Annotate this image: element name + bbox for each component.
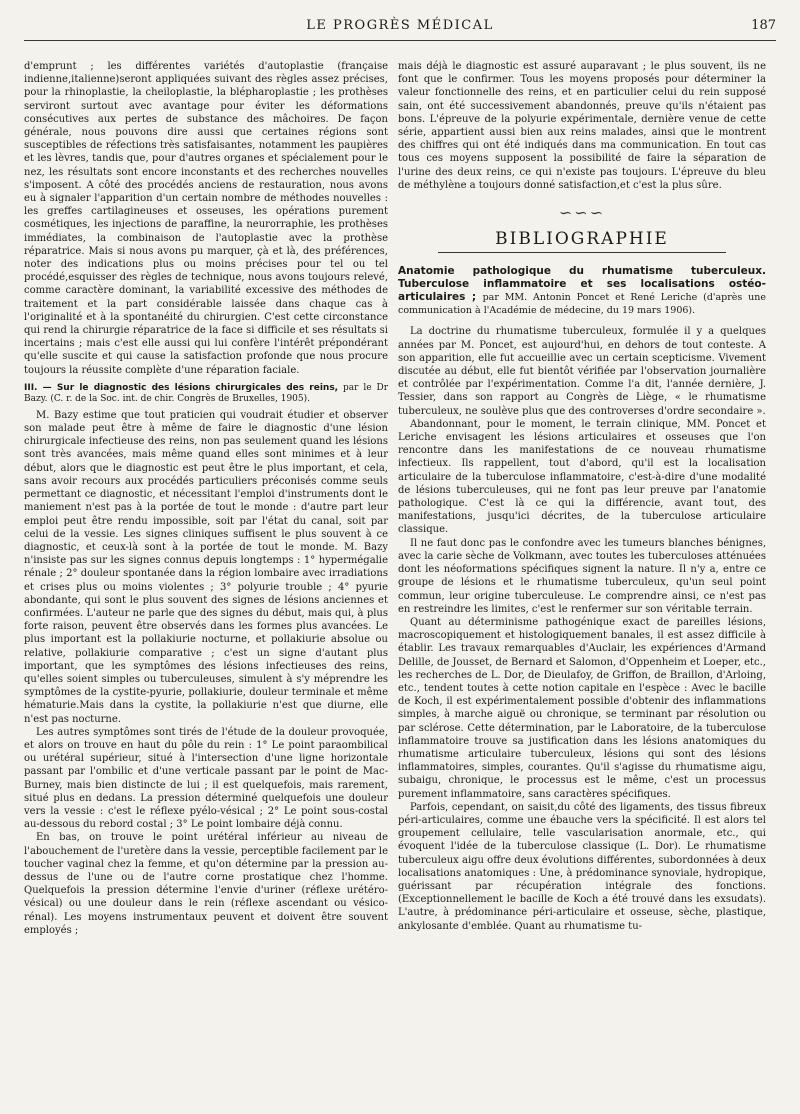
section-heading <box>24 383 388 405</box>
section-heading-title: III. — Sur le diagnostic des lésions chirurgicales des reins, <box>24 382 339 393</box>
paragraph: Il ne faut donc pas le confondre avec les tumeurs blanches bénignes, avec la carie sèche de Volkmann, avec toutes les tuberculoses atténuées dont les néoformations spécifiques signent la nature. Il n'y a, entre ce groupe de lésions et le rhumatisme tuberculeux, qu'un seul point commun, leur origine tuberculeuse. Le comprendre ainsi, ce n'est pas en restreindre les limites, c'est le renfermer sur son véritable terrain. <box>398 537 766 615</box>
article-title <box>398 265 766 317</box>
paragraph: d'emprunt ; les différentes variétés d'autoplastie (française indienne,italienne)seront appliquées suivant des règles assez précises, pour la rhinoplastie, la cheiloplastie, la blépharoplastie ; les prothèses serviront surtout avec avantage pour éviter les déformations consécutives aux pertes de substance des mâchoires. De façon générale, nous pouvons dire aussi que certaines régions sont susceptibles de réfections très satisfaisantes, notamment les paupières et les lèvres, tandis que, pour d'autres organes et spécialement pour le nez, les résultats sont encore inconstants et des recherches nouvelles s'imposent. A côté des procédés anciens de restauration, nous avons eu à signaler l'apparition d'un certain nombre de méthodes nouvelles : les greffes cartilagineuses et osseuses, les opérations purement cosmétiques, les injections de paraffine, la neurorraphie, les prothèses immédiates, la combinaison de l'autoplastie avec la prothèse réparatrice. Mais si nous avons pu marquer, çà et là, des préférences, noter des indications plus ou moins précises pour tel ou tel procédé,esquisser des règles de technique, nous avons toujours relevé, comme caractère dominant, la variabilité excessive des méthodes de traitement et la part considérable laissée dans chaque cas à l'originalité et à la spontanéité du chirurgien. C'est cette circonstance qui rend la chirurgie réparatrice de la face si difficile et ses résultats si incertains ; mais c'est elle aussi qui lui confère l'intérêt prépondérant qu'elle suscite et qui cause la satisfaction profonde que nous procure toujours la réussite complète d'une réparation faciale. <box>24 61 388 376</box>
paragraph: Abandonnant, pour le moment, le terrain clinique, MM. Poncet et Leriche envisagent les lésions articulaires et osseuses que l'on rencontre dans les manifestations de ce nouveau rhumatisme infectieux. Ils rappellent, tout d'abord, qu'il est la localisation articulaire de la tuberculose inflammatoire, c'est-à-dire d'une modalité de lésions tuberculeuses, qui ne font pas leur preuve par l'anatomie pathologique. C'est là ce qui la différencie, avant tout, des manifestations, jusqu'ici décrites, de la tuberculose articulaire classique. <box>398 418 766 536</box>
right-column <box>398 60 766 933</box>
page-header <box>24 18 776 44</box>
paragraph: Quant au déterminisme pathogénique exact de pareilles lésions, macroscopiquement et histologiquement banales, il est assez difficile à établir. Les travaux remarquables d'Auclair, les expériences d'Armand Delille, de Jousset, de Bernard et Salomon, d'Oppenheim et Loeper, etc., les recherches de L. Dor, de Dieulafoy, de Griffon, de Braillon, d'Arloing, etc., tendent toutes à cette notion capitale en l'espèce : Avec le bacille de Koch, il est expérimentalement possible d'obtenir des inflammations simples, à marche aiguë ou chronique, se terminant par résolution ou par sclérose. Cette détermination, par le Laboratoire, de la tuberculose inflammatoire trouve sa justification dans les lésions anatomiques du rhumatisme articulaire tuberculeux, lésions qui sont des lésions inflammatoires, simples, courantes. Qu'il s'agisse du rhumatisme aigu, subaigu, chronique, le processus est le même, c'est un processus purement inflammatoire, sans caractères spécifiques. <box>398 616 766 800</box>
section-ornament: ∽∽∽ <box>558 203 606 223</box>
paragraph: La doctrine du rhumatisme tuberculeux, formulée il y a quelques années par M. Poncet, est aujourd'hui, en dehors de tout conteste. A son apparition, elle fut accueillie avec un certain scepticisme. Vivement discutée au début, elle fut bientôt vérifiée par l'observation journalière et contrôlée par l'expérimentation. Comme l'a dit, l'année dernière, J. Tessier, dans son rapport au Congrès de Liège, « le rhumatisme tuberculeux, ne soulève plus que des controverses d'ordre secondaire ». <box>398 326 766 417</box>
bibliography-rule <box>438 252 726 253</box>
article-authors: par MM. Antonin Poncet et René Leriche (d'après une communication à l'Académie de médecine, du 19 mars 1906). <box>398 292 766 317</box>
left-column <box>24 60 388 937</box>
paragraph: M. Bazy estime que tout praticien qui voudrait étudier et observer son malade peut être à même de faire le diagnostic d'une lésion chirurgicale infectieuse des reins, non pas seulement quand les lésions sont très avancées, mais même quand elles sont minimes et à leur début, alors que le diagnostic est peut être le plus important, et cela, sans avoir recours aux procédés particuliers préconisés comme seuls permettant ce diagnostic, et nécessitant l'emploi d'instruments dont le maniement n'est pas à la portée de tout le monde : d'autre part leur emploi peut être rendu impossible, soit par l'état du canal, soit par celui de la vessie. Les signes cliniques suffisent le plus souvent à ce diagnostic, et ceux-là sont à la portée de tout le monde. M. Bazy n'insiste pas sur les signes connus depuis longtemps : 1° hypermégalie rénale ; 2° douleur spontanée dans la région lombaire avec irradiations et crises plus ou moins violentes ; 3° polyurie trouble ; 4° pyurie abondante, qui sont le plus souvent des signes de lésions anciennes et confirmées. L'auteur ne parle que des signes du début, mais qui, à plus forte raison, peuvent être observés dans les formes plus avancées. Le plus important est la pollakiurie nocturne, et pollakiurie absolue ou relative, pollakiurie comparative ; c'est un signe d'autant plus important, que les symptômes des lésions infectieuses des reins, qu'elles soient simples ou tuberculeuses, simulent à s'y méprendre les symptômes de la cystite-pyurie, pollakiurie, douleur terminale et même hématurie.Mais dans la cystite, la pollakiurie n'est que diurne, elle n'est pas nocturne. <box>24 409 388 725</box>
article-title-text: Anatomie pathologique du rhumatisme tuberculeux. Tuberculose inflammatoire et ses localisations ostéo-articulaires ; <box>398 265 766 304</box>
header-rule <box>24 40 776 41</box>
paragraph: Les autres symptômes sont tirés de l'étude de la douleur provoquée, et alors on trouve en haut du pôle du rein : 1° Le point paraombilical ou urétéral supérieur, situé à l'intersection d'une ligne horizontale passant par l'ombilic et d'une verticale passant par le point de Mac-Burney, mais bien distincte de lui ; il est quelquefois, mais rarement, situé plus en dedans. La pression déterminé quelquefois une douleur vers la vessie : c'est le réflexe pyélo-vésical ; 2° Le point sous-costal au-dessous du rebord costal ; 3° Le point lombaire déjà connu. <box>24 726 388 831</box>
paragraph: mais déjà le diagnostic est assuré auparavant ; le plus souvent, ils ne font que le confirmer. Tous les moyens proposés pour déterminer la valeur fonctionnelle des reins, et en particulier celui du rein supposé sain, ont été successivement abandonnés, preuve qu'ils n'étaient pas bons. L'épreuve de la polyurie expérimentale, dernière venue de cette série, appartient aussi bien aux reins malades, ainsi que le montrent des chiffres qui ont été indiqués dans ma communication. En tout cas tous ces moyens supposent la possibilité de faire la séparation de l'urine des deux reins, ce qui n'existe pas toujours. L'épreuve du bleu de méthylène a toujours donné satisfaction,et c'est la plus sûre. <box>398 61 766 191</box>
page-number: 187 <box>751 18 776 33</box>
paragraph: Parfois, cependant, on saisit,du côté des ligaments, des tissus fibreux péri-articulaires, comme une ébauche vers la spécificité. Il est alors tel groupement cellulaire, telle vascularisation anormale, etc., qui évoquent l'idée de la tuberculose classique (L. Dor). Le rhumatisme tuberculeux aigu offre deux évolutions différentes, subordonnées à deux localisations anatomiques : Une, à prédominance synoviale, hydropique, guérissant par récupération intégrale des fonctions.(Exceptionnellement le bacille de Koch a été trouvé dans les exsudats). L'autre, à prédominance péri-articulaire et osseuse, sèche, plastique, ankylosante d'emblée. Quant au rhumatisme tu- <box>398 801 766 932</box>
bibliography-heading: BIBLIOGRAPHIE <box>495 229 669 250</box>
paragraph: En bas, on trouve le point urétéral inférieur au niveau de l'abouchement de l'uretère dans la vessie, perceptible facilement par le toucher vaginal chez la femme, et qu'on détermine par la pression au-dessus de l'une ou de l'autre corne prostatique chez l'homme. Quelquefois la pression détermine l'envie d'uriner (réflexe urétéro-vésical) ou une douleur dans le rein (réflexe ascendant ou vésico-rénal). Les moyens instrumentaux peuvent et doivent être souvent employés ; <box>24 832 388 936</box>
journal-title: LE PROGRÈS MÉDICAL <box>306 18 494 33</box>
section-heading-reference: par le Dr Bazy. (C. r. de la Soc. int. de chir. Congrès de Bruxelles, 1905). <box>24 382 388 404</box>
